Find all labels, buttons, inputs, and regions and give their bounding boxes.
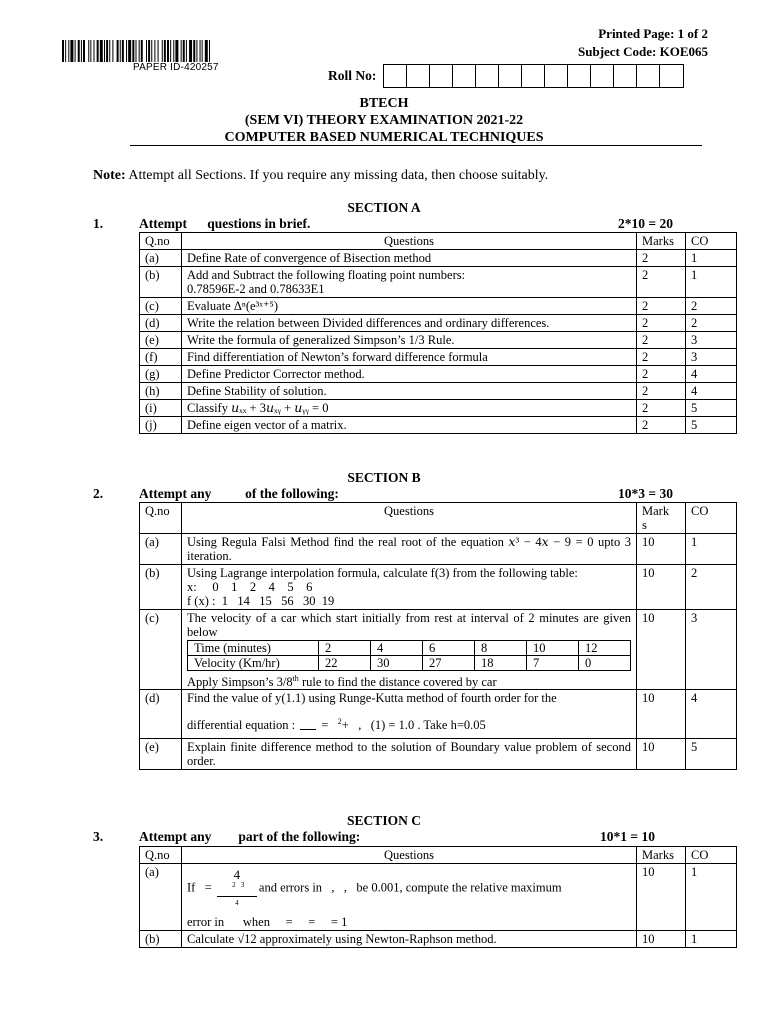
roll-no-box[interactable] xyxy=(660,65,683,87)
row-question: Calculate √12 approximately using Newton-Raphson method. xyxy=(182,930,637,947)
table-row xyxy=(140,250,737,267)
roll-no-box[interactable] xyxy=(453,65,476,87)
section-a-rows xyxy=(140,250,737,434)
row-qno: (b) xyxy=(140,267,182,298)
row-question-text: Using Lagrange interpolation formula, calculate f(3) from the following table: xyxy=(187,566,578,580)
row-question xyxy=(182,610,637,690)
row-co: 3 xyxy=(686,610,737,690)
title-line-3: COMPUTER BASED NUMERICAL TECHNIQUES xyxy=(224,130,544,145)
time-cell: 8 xyxy=(475,641,527,656)
row-marks: 10 xyxy=(637,864,686,931)
if-text: If xyxy=(187,880,196,895)
equals-sign: = xyxy=(204,880,212,895)
title-rule xyxy=(130,145,702,146)
section-b-marks: 10*3 = 30 xyxy=(618,486,673,501)
roll-no-box[interactable] xyxy=(614,65,637,87)
row-question: Define Rate of convergence of Bisection method xyxy=(182,250,637,267)
roll-no-box[interactable] xyxy=(545,65,568,87)
row-question: Write the relation between Divided differences and ordinary differences. xyxy=(182,315,637,332)
table-row xyxy=(140,400,737,417)
title-line-1: BTECH xyxy=(359,96,409,111)
section-a-marks: 2*10 = 20 xyxy=(618,216,673,231)
row-qno: (g) xyxy=(140,366,182,383)
row-question xyxy=(182,864,637,931)
table-row xyxy=(140,690,737,739)
row-marks: 10 xyxy=(637,739,686,770)
row-co: 4 xyxy=(686,690,737,739)
row-co: 1 xyxy=(686,267,737,298)
header-qno: Q.no xyxy=(140,847,182,864)
table-row xyxy=(140,332,737,349)
row-co: 4 xyxy=(686,383,737,400)
row-co: 1 xyxy=(686,250,737,267)
superscript-th: th xyxy=(292,674,299,683)
row-question-text-after xyxy=(187,672,631,689)
row-question: Write the formula of generalized Simpson’s 1/3 Rule. xyxy=(182,332,637,349)
table-header-row xyxy=(140,847,737,864)
fraction-denominator: 4 xyxy=(235,898,239,907)
de-rest: + , (1) = 1.0 . Take h=0.05 xyxy=(341,718,486,733)
derivative-fraction xyxy=(300,728,316,731)
section-b-instruction: Attempt any of the following: xyxy=(139,486,339,501)
row-question: Define eigen vector of a matrix. xyxy=(182,417,637,434)
row-marks: 10 xyxy=(637,690,686,739)
row-question-line-1 xyxy=(187,869,631,909)
time-cell: 2 xyxy=(319,641,371,656)
row-marks: 2 xyxy=(637,315,686,332)
row-qno: (a) xyxy=(140,534,182,565)
barcode xyxy=(62,40,290,62)
header-qno: Q.no xyxy=(140,233,182,250)
row-marks: 10 xyxy=(637,610,686,690)
time-label: Time (minutes) xyxy=(188,641,319,656)
row-marks: 2 xyxy=(637,417,686,434)
row-qno: (i) xyxy=(140,400,182,417)
table-row xyxy=(140,565,737,610)
row-qno: (c) xyxy=(140,610,182,690)
row-qno: (b) xyxy=(140,930,182,947)
row-question: Define Stability of solution. xyxy=(182,383,637,400)
roll-no-box[interactable] xyxy=(407,65,430,87)
note-label: Note: xyxy=(93,168,126,183)
section-c-instruction: Attempt any part of the following: xyxy=(139,829,361,844)
section-b-heading: SECTION B xyxy=(347,470,421,485)
simpson-text-rest: rule to find the distance covered by car xyxy=(298,675,497,690)
row-marks: 2 xyxy=(637,332,686,349)
header-marks xyxy=(637,503,686,534)
row-marks: 2 xyxy=(637,267,686,298)
numerator-superscripts: 2 3 xyxy=(232,881,245,889)
time-cell: 10 xyxy=(527,641,579,656)
question-number: 1. xyxy=(93,216,104,231)
row-qno: (c) xyxy=(140,298,182,315)
row-qno: (a) xyxy=(140,250,182,267)
question-number: 2. xyxy=(93,486,104,501)
row-question-text: and errors in , , be 0.001, compute the relative maximum xyxy=(258,880,562,895)
row-marks: 10 xyxy=(637,930,686,947)
row-co: 1 xyxy=(686,864,737,931)
row-co: 5 xyxy=(686,400,737,417)
row-question-text: Add and Subtract the following floating point numbers: xyxy=(187,268,466,282)
row-question: Define Predictor Corrector method. xyxy=(182,366,637,383)
row-qno: (d) xyxy=(140,690,182,739)
note xyxy=(93,168,548,184)
roll-no-box[interactable] xyxy=(522,65,545,87)
table-row xyxy=(140,366,737,383)
time-row xyxy=(188,641,631,656)
row-marks: 2 xyxy=(637,349,686,366)
row-qno: (j) xyxy=(140,417,182,434)
row-co: 4 xyxy=(686,366,737,383)
marks-header-line-1: Mark xyxy=(642,504,670,518)
row-co: 3 xyxy=(686,349,737,366)
roll-no-box[interactable] xyxy=(637,65,660,87)
row-question-line-2: error in when = = = 1 xyxy=(187,914,348,929)
row-qno: (a) xyxy=(140,864,182,931)
roll-no-label: Roll No: xyxy=(328,68,377,83)
row-question: Using Regula Falsi Method find the real root of the equation 𝑥³ − 4𝑥 − 9 = 0 upto 3 iteration. xyxy=(182,534,637,565)
row-qno: (d) xyxy=(140,315,182,332)
question-number: 3. xyxy=(93,829,104,844)
row-question-text-2: 0.78596E-2 and 0.78633E1 xyxy=(187,282,325,296)
row-marks: 2 xyxy=(637,383,686,400)
section-a-instruction: Attempt questions in brief. xyxy=(139,216,311,231)
table-row xyxy=(140,930,737,947)
row-qno: (f) xyxy=(140,349,182,366)
row-co: 2 xyxy=(686,315,737,332)
table-row xyxy=(140,417,737,434)
table-row xyxy=(140,864,737,931)
row-question: Find differentiation of Newton’s forward difference formula xyxy=(182,349,637,366)
row-marks: 10 xyxy=(637,534,686,565)
roll-no-row xyxy=(328,64,684,88)
simpson-text: Apply Simpson’s 3/8 xyxy=(187,675,293,690)
roll-no-box[interactable] xyxy=(430,65,453,87)
table-row xyxy=(140,610,737,690)
de-equals: = xyxy=(321,718,329,733)
row-qno: (e) xyxy=(140,332,182,349)
header-marks: Marks xyxy=(637,847,686,864)
header-co: CO xyxy=(686,233,737,250)
table-fx-values: f (x) : 1 14 15 56 30 19 xyxy=(187,594,335,608)
row-co: 3 xyxy=(686,332,737,349)
velocity-label: Velocity (Km/hr) xyxy=(188,656,319,671)
section-a-table xyxy=(139,232,737,434)
section-a-heading: SECTION A xyxy=(347,200,421,215)
error-fraction xyxy=(217,869,257,909)
velocity-row xyxy=(188,656,631,671)
roll-no-box[interactable] xyxy=(591,65,614,87)
marks-header-line-2: s xyxy=(642,518,647,532)
row-question: Explain finite difference method to the solution of Boundary value problem of second order. xyxy=(182,739,637,770)
row-qno: (b) xyxy=(140,565,182,610)
roll-no-boxes[interactable] xyxy=(383,64,684,88)
fraction-numerator xyxy=(217,869,257,895)
paper-id: PAPER ID-420257 xyxy=(133,62,219,73)
de-superscript: 2 xyxy=(337,717,342,727)
row-marks: 2 xyxy=(637,366,686,383)
table-header-row xyxy=(140,503,737,534)
row-co: 2 xyxy=(686,565,737,610)
row-qno: (e) xyxy=(140,739,182,770)
row-question: Evaluate Δⁿ(e³ˣ⁺⁵) xyxy=(182,298,637,315)
time-cell: 12 xyxy=(579,641,631,656)
table-row xyxy=(140,534,737,565)
header-questions: Questions xyxy=(182,233,637,250)
table-row xyxy=(140,267,737,298)
roll-no-box[interactable] xyxy=(499,65,522,87)
velocity-cell: 30 xyxy=(371,656,423,671)
velocity-table xyxy=(187,640,631,671)
roll-no-box[interactable] xyxy=(568,65,591,87)
row-co: 1 xyxy=(686,930,737,947)
note-text: Attempt all Sections. If you require any missing data, then choose suitably. xyxy=(128,168,549,183)
table-row xyxy=(140,315,737,332)
row-marks: 2 xyxy=(637,400,686,417)
table-row xyxy=(140,739,737,770)
row-marks: 2 xyxy=(637,250,686,267)
numerator-value: 4 xyxy=(233,867,241,882)
differential-equation xyxy=(187,715,631,732)
row-question-text: Find the value of y(1.1) using Runge-Kutta method of fourth order for the xyxy=(187,691,557,706)
header-co: CO xyxy=(686,847,737,864)
title-line-2: (SEM VI) THEORY EXAMINATION 2021-22 xyxy=(244,113,524,128)
row-co: 5 xyxy=(686,739,737,770)
header-qno: Q.no xyxy=(140,503,182,534)
velocity-cell: 0 xyxy=(579,656,631,671)
header-questions: Questions xyxy=(182,503,637,534)
header-co: CO xyxy=(686,503,737,534)
row-co: 5 xyxy=(686,417,737,434)
velocity-cell: 27 xyxy=(423,656,475,671)
row-marks: 2 xyxy=(637,298,686,315)
table-row xyxy=(140,383,737,400)
time-cell: 4 xyxy=(371,641,423,656)
row-marks: 10 xyxy=(637,565,686,610)
row-question xyxy=(182,565,637,610)
section-b-table xyxy=(139,502,737,770)
velocity-cell: 22 xyxy=(319,656,371,671)
table-row xyxy=(140,349,737,366)
row-co: 2 xyxy=(686,298,737,315)
section-c-heading: SECTION C xyxy=(347,813,421,828)
table-x-values: x: 0 1 2 4 5 6 xyxy=(187,580,313,594)
roll-no-box[interactable] xyxy=(476,65,499,87)
roll-no-box[interactable] xyxy=(384,65,407,87)
velocity-cell: 7 xyxy=(527,656,579,671)
printed-page: Printed Page: 1 of 2 xyxy=(598,26,708,41)
subject-code: Subject Code: KOE065 xyxy=(578,44,708,59)
header-marks: Marks xyxy=(637,233,686,250)
table-row xyxy=(140,298,737,315)
row-co: 1 xyxy=(686,534,737,565)
section-c-table xyxy=(139,846,737,948)
header-questions: Questions xyxy=(182,847,637,864)
table-header-row xyxy=(140,233,737,250)
time-cell: 6 xyxy=(423,641,475,656)
de-label: differential equation : xyxy=(187,718,296,733)
row-question: Classify 𝑢ₓₓ + 3𝑢ₓᵧ + 𝑢ᵧᵧ = 0 xyxy=(182,400,637,417)
velocity-cell: 18 xyxy=(475,656,527,671)
section-c-marks: 10*1 = 10 xyxy=(600,829,655,844)
row-question xyxy=(182,267,637,298)
row-question xyxy=(182,690,637,739)
row-question-text: The velocity of a car which start initially from rest at interval of 2 minutes are given below xyxy=(187,611,631,639)
row-qno: (h) xyxy=(140,383,182,400)
